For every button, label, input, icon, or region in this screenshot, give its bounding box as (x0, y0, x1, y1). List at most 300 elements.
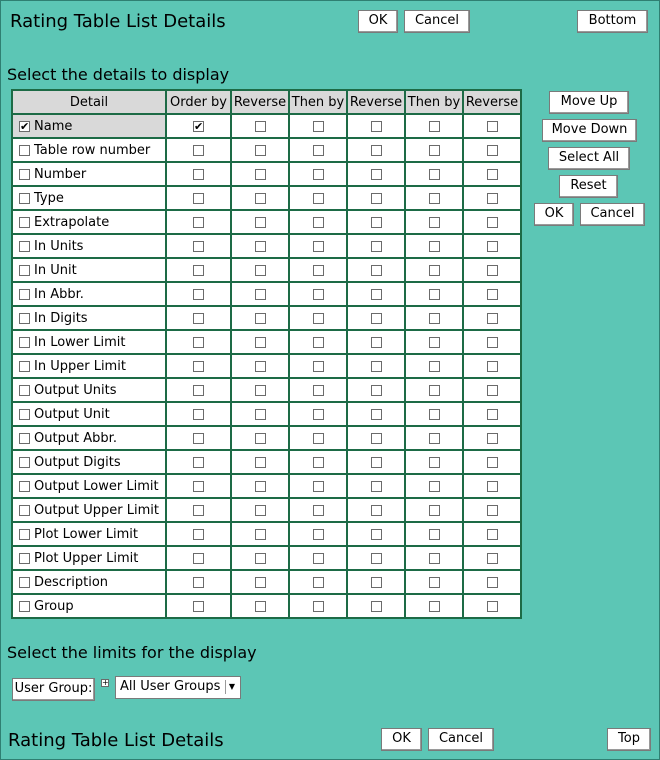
sort-cell (290, 283, 346, 305)
order-by-checkbox[interactable] (193, 265, 204, 276)
detail-label: In Lower Limit (34, 334, 126, 350)
sort-cell (167, 259, 230, 281)
sort-cell (406, 355, 462, 377)
detail-cell (13, 331, 165, 353)
then-by-1-checkbox[interactable] (313, 457, 324, 468)
reverse-3-checkbox[interactable] (487, 289, 498, 300)
detail-checkbox[interactable] (19, 121, 30, 132)
sort-cell (167, 451, 230, 473)
detail-label: Output Units (34, 382, 117, 398)
details-table (11, 89, 522, 619)
details-table-body (13, 115, 520, 617)
sort-cell (348, 211, 404, 233)
detail-checkbox[interactable] (19, 409, 30, 420)
then-by-2-checkbox[interactable] (429, 433, 440, 444)
sort-cell (464, 499, 520, 521)
sort-cell (167, 547, 230, 569)
sort-cell (290, 451, 346, 473)
sort-cell (406, 571, 462, 593)
sort-cell (406, 595, 462, 617)
reverse-2-checkbox[interactable] (371, 241, 382, 252)
sort-cell (348, 163, 404, 185)
sort-cell (290, 211, 346, 233)
detail-checkbox[interactable] (19, 529, 30, 540)
table-row (13, 283, 520, 305)
reverse-1-checkbox[interactable] (255, 289, 266, 300)
sort-cell (290, 403, 346, 425)
sort-cell (348, 451, 404, 473)
reverse-3-checkbox[interactable] (487, 529, 498, 540)
table-row (13, 211, 520, 233)
order-by-checkbox[interactable] (193, 553, 204, 564)
order-by-checkbox[interactable] (193, 217, 204, 228)
sort-cell (464, 307, 520, 329)
footer-title: Rating Table List Details (8, 730, 224, 751)
sort-cell (232, 307, 288, 329)
reverse-1-checkbox[interactable] (255, 529, 266, 540)
order-by-checkbox[interactable] (193, 145, 204, 156)
order-by-checkbox[interactable] (193, 577, 204, 588)
reverse-2-checkbox[interactable] (371, 121, 382, 132)
reverse-3-checkbox[interactable] (487, 193, 498, 204)
sort-cell (232, 235, 288, 257)
sort-cell (290, 307, 346, 329)
detail-label: Output Unit (34, 406, 110, 422)
detail-checkbox[interactable] (19, 505, 30, 516)
detail-checkbox[interactable] (19, 385, 30, 396)
reverse-1-checkbox[interactable] (255, 601, 266, 612)
detail-cell (13, 571, 165, 593)
sort-cell (464, 571, 520, 593)
then-by-2-checkbox[interactable] (429, 505, 440, 516)
sort-cell (167, 355, 230, 377)
then-by-1-checkbox[interactable] (313, 289, 324, 300)
order-by-checkbox[interactable] (193, 289, 204, 300)
sort-cell (232, 523, 288, 545)
reverse-3-checkbox[interactable] (487, 145, 498, 156)
order-by-checkbox[interactable] (193, 385, 204, 396)
then-by-1-checkbox[interactable] (313, 361, 324, 372)
sort-cell (464, 235, 520, 257)
table-row (13, 403, 520, 425)
then-by-1-checkbox[interactable] (313, 481, 324, 492)
cancel-button-side[interactable]: Cancel (580, 203, 645, 226)
reverse-3-checkbox[interactable] (487, 169, 498, 180)
sort-cell (167, 331, 230, 353)
sort-cell (167, 427, 230, 449)
reverse-3-checkbox[interactable] (487, 217, 498, 228)
detail-cell (13, 139, 165, 161)
ok-button-top[interactable]: OK (358, 10, 398, 33)
reverse-2-checkbox[interactable] (371, 337, 382, 348)
reverse-1-checkbox[interactable] (255, 409, 266, 420)
sort-cell (290, 115, 346, 137)
reverse-3-checkbox[interactable] (487, 433, 498, 444)
bottom-button[interactable]: Bottom (577, 10, 648, 33)
detail-checkbox[interactable] (19, 145, 30, 156)
reverse-3-checkbox[interactable] (487, 577, 498, 588)
sort-cell (348, 571, 404, 593)
detail-checkbox[interactable] (19, 457, 30, 468)
reverse-3-checkbox[interactable] (487, 457, 498, 468)
reverse-2-checkbox[interactable] (371, 217, 382, 228)
cancel-button-top[interactable]: Cancel (404, 10, 470, 33)
then-by-2-checkbox[interactable] (429, 313, 440, 324)
cancel-button-bottom[interactable]: Cancel (428, 728, 494, 751)
detail-cell (13, 499, 165, 521)
detail-checkbox[interactable] (19, 289, 30, 300)
sort-cell (167, 163, 230, 185)
then-by-1-checkbox[interactable] (313, 241, 324, 252)
then-by-2-checkbox[interactable] (429, 337, 440, 348)
sort-cell (290, 547, 346, 569)
reverse-1-checkbox[interactable] (255, 577, 266, 588)
reverse-1-checkbox[interactable] (255, 265, 266, 276)
then-by-1-checkbox[interactable] (313, 265, 324, 276)
detail-checkbox[interactable] (19, 265, 30, 276)
reverse-2-checkbox[interactable] (371, 553, 382, 564)
sort-cell (406, 283, 462, 305)
order-by-checkbox[interactable] (193, 313, 204, 324)
sort-cell (290, 427, 346, 449)
then-by-2-checkbox[interactable] (429, 169, 440, 180)
ok-button-side[interactable]: OK (534, 203, 574, 226)
detail-checkbox[interactable] (19, 361, 30, 372)
reverse-3-checkbox[interactable] (487, 505, 498, 516)
top-button[interactable]: Top (607, 728, 651, 751)
then-by-1-checkbox[interactable] (313, 337, 324, 348)
then-by-2-checkbox[interactable] (429, 145, 440, 156)
reverse-3-checkbox[interactable] (487, 601, 498, 612)
sort-cell (232, 259, 288, 281)
table-row (13, 139, 520, 161)
sort-cell (232, 547, 288, 569)
reverse-3-checkbox[interactable] (487, 241, 498, 252)
sort-cell (232, 427, 288, 449)
sort-cell (464, 283, 520, 305)
then-by-2-checkbox[interactable] (429, 529, 440, 540)
detail-label: Type (34, 190, 64, 206)
sort-cell (167, 139, 230, 161)
order-by-checkbox[interactable] (193, 529, 204, 540)
reverse-2-checkbox[interactable] (371, 313, 382, 324)
then-by-2-checkbox[interactable] (429, 553, 440, 564)
order-by-checkbox[interactable] (193, 433, 204, 444)
detail-checkbox[interactable] (19, 433, 30, 444)
details-heading: Select the details to display (7, 65, 230, 84)
ok-button-bottom[interactable]: OK (381, 728, 422, 751)
then-by-2-checkbox[interactable] (429, 385, 440, 396)
detail-checkbox[interactable] (19, 601, 30, 612)
detail-cell (13, 307, 165, 329)
order-by-checkbox[interactable] (193, 193, 204, 204)
reverse-2-checkbox[interactable] (371, 481, 382, 492)
sort-cell (464, 139, 520, 161)
sort-cell (406, 403, 462, 425)
order-by-checkbox[interactable] (193, 169, 204, 180)
sort-cell (167, 235, 230, 257)
sort-cell (406, 307, 462, 329)
then-by-1-checkbox[interactable] (313, 121, 324, 132)
then-by-2-checkbox[interactable] (429, 361, 440, 372)
reverse-2-checkbox[interactable] (371, 505, 382, 516)
reverse-3-checkbox[interactable] (487, 361, 498, 372)
column-header-reverse-3: Reverse (464, 91, 520, 113)
reverse-1-checkbox[interactable] (255, 145, 266, 156)
order-by-checkbox[interactable] (193, 121, 204, 132)
detail-cell (13, 547, 165, 569)
sort-cell (290, 355, 346, 377)
then-by-1-checkbox[interactable] (313, 577, 324, 588)
then-by-2-checkbox[interactable] (429, 121, 440, 132)
detail-checkbox[interactable] (19, 481, 30, 492)
then-by-2-checkbox[interactable] (429, 481, 440, 492)
column-header-reverse-1: Reverse (232, 91, 288, 113)
table-row (13, 163, 520, 185)
column-header-detail: Detail (13, 91, 165, 113)
detail-checkbox[interactable] (19, 577, 30, 588)
then-by-1-checkbox[interactable] (313, 529, 324, 540)
then-by-1-checkbox[interactable] (313, 193, 324, 204)
detail-cell (13, 427, 165, 449)
reverse-2-checkbox[interactable] (371, 169, 382, 180)
detail-checkbox[interactable] (19, 241, 30, 252)
reverse-1-checkbox[interactable] (255, 193, 266, 204)
then-by-2-checkbox[interactable] (429, 289, 440, 300)
sort-cell (406, 451, 462, 473)
user-group-button[interactable]: User Group: (12, 678, 95, 701)
reverse-1-checkbox[interactable] (255, 433, 266, 444)
sort-cell (406, 163, 462, 185)
detail-label: Output Abbr. (34, 430, 117, 446)
sort-cell (464, 595, 520, 617)
reverse-2-checkbox[interactable] (371, 601, 382, 612)
order-by-checkbox[interactable] (193, 457, 204, 468)
chevron-down-icon: ▼ (225, 680, 238, 694)
reverse-2-checkbox[interactable] (371, 577, 382, 588)
then-by-1-checkbox[interactable] (313, 313, 324, 324)
sort-cell (290, 499, 346, 521)
then-by-2-checkbox[interactable] (429, 217, 440, 228)
reverse-3-checkbox[interactable] (487, 313, 498, 324)
then-by-1-checkbox[interactable] (313, 601, 324, 612)
detail-label: Number (34, 166, 87, 182)
then-by-1-checkbox[interactable] (313, 433, 324, 444)
reverse-1-checkbox[interactable] (255, 505, 266, 516)
then-by-2-checkbox[interactable] (429, 193, 440, 204)
order-by-checkbox[interactable] (193, 601, 204, 612)
order-by-checkbox[interactable] (193, 481, 204, 492)
detail-cell (13, 163, 165, 185)
order-by-checkbox[interactable] (193, 409, 204, 420)
sort-cell (464, 163, 520, 185)
then-by-2-checkbox[interactable] (429, 409, 440, 420)
reverse-1-checkbox[interactable] (255, 457, 266, 468)
detail-cell (13, 523, 165, 545)
detail-label: In Units (34, 238, 84, 254)
reverse-2-checkbox[interactable] (371, 289, 382, 300)
sort-cell (348, 355, 404, 377)
sort-cell (232, 499, 288, 521)
sort-cell (290, 595, 346, 617)
reverse-3-checkbox[interactable] (487, 265, 498, 276)
sort-cell (464, 379, 520, 401)
sort-cell (290, 523, 346, 545)
table-row (13, 235, 520, 257)
reverse-1-checkbox[interactable] (255, 217, 266, 228)
detail-label: In Upper Limit (34, 358, 126, 374)
sort-cell (406, 235, 462, 257)
table-row (13, 307, 520, 329)
sort-cell (464, 355, 520, 377)
detail-cell (13, 379, 165, 401)
sort-cell (464, 115, 520, 137)
reverse-3-checkbox[interactable] (487, 385, 498, 396)
reverse-1-checkbox[interactable] (255, 481, 266, 492)
sort-cell (167, 499, 230, 521)
detail-checkbox[interactable] (19, 313, 30, 324)
table-row (13, 115, 520, 137)
sort-cell (290, 187, 346, 209)
table-row (13, 595, 520, 617)
sort-cell (290, 235, 346, 257)
reverse-2-checkbox[interactable] (371, 361, 382, 372)
sort-cell (167, 571, 230, 593)
sort-cell (464, 259, 520, 281)
sort-cell (464, 403, 520, 425)
order-by-checkbox[interactable] (193, 361, 204, 372)
detail-cell (13, 211, 165, 233)
detail-label: Plot Lower Limit (34, 526, 138, 542)
user-group-select[interactable] (115, 676, 241, 699)
sort-cell (348, 259, 404, 281)
sort-cell (464, 211, 520, 233)
sort-cell (167, 523, 230, 545)
then-by-2-checkbox[interactable] (429, 601, 440, 612)
reverse-1-checkbox[interactable] (255, 313, 266, 324)
then-by-2-checkbox[interactable] (429, 241, 440, 252)
sort-cell (290, 475, 346, 497)
move-up-button[interactable]: Move Up (549, 91, 629, 114)
then-by-2-checkbox[interactable] (429, 457, 440, 468)
reverse-1-checkbox[interactable] (255, 553, 266, 564)
table-row (13, 331, 520, 353)
plus-icon[interactable]: + (102, 678, 109, 687)
select-all-button[interactable]: Select All (548, 147, 630, 170)
detail-checkbox[interactable] (19, 553, 30, 564)
reverse-3-checkbox[interactable] (487, 121, 498, 132)
sort-cell (348, 115, 404, 137)
reverse-2-checkbox[interactable] (371, 457, 382, 468)
sort-cell (464, 451, 520, 473)
then-by-1-checkbox[interactable] (313, 217, 324, 228)
table-row (13, 451, 520, 473)
reverse-1-checkbox[interactable] (255, 361, 266, 372)
detail-label: Group (34, 598, 74, 614)
sort-cell (232, 211, 288, 233)
table-row (13, 571, 520, 593)
order-by-checkbox[interactable] (193, 505, 204, 516)
reverse-2-checkbox[interactable] (371, 529, 382, 540)
reverse-1-checkbox[interactable] (255, 241, 266, 252)
detail-label: In Abbr. (34, 286, 84, 302)
reverse-2-checkbox[interactable] (371, 265, 382, 276)
sort-cell (348, 475, 404, 497)
column-header-then-by-1: Then by (290, 91, 346, 113)
sort-cell (464, 187, 520, 209)
move-down-button[interactable]: Move Down (542, 119, 637, 142)
then-by-1-checkbox[interactable] (313, 505, 324, 516)
detail-label: Description (34, 574, 109, 590)
sort-cell (167, 211, 230, 233)
reverse-1-checkbox[interactable] (255, 169, 266, 180)
reverse-3-checkbox[interactable] (487, 553, 498, 564)
then-by-2-checkbox[interactable] (429, 265, 440, 276)
detail-checkbox[interactable] (19, 169, 30, 180)
sort-cell (232, 379, 288, 401)
detail-checkbox[interactable] (19, 337, 30, 348)
sort-cell (406, 139, 462, 161)
detail-cell (13, 283, 165, 305)
sort-cell (232, 451, 288, 473)
sort-cell (348, 187, 404, 209)
detail-cell (13, 595, 165, 617)
then-by-1-checkbox[interactable] (313, 385, 324, 396)
reverse-3-checkbox[interactable] (487, 409, 498, 420)
reverse-1-checkbox[interactable] (255, 385, 266, 396)
detail-cell (13, 115, 165, 137)
sort-cell (290, 139, 346, 161)
sort-cell (406, 187, 462, 209)
then-by-1-checkbox[interactable] (313, 145, 324, 156)
order-by-checkbox[interactable] (193, 241, 204, 252)
then-by-1-checkbox[interactable] (313, 553, 324, 564)
detail-label: Output Upper Limit (34, 502, 160, 518)
sort-cell (232, 187, 288, 209)
reverse-2-checkbox[interactable] (371, 385, 382, 396)
sort-cell (290, 163, 346, 185)
detail-checkbox[interactable] (19, 217, 30, 228)
sort-cell (232, 355, 288, 377)
then-by-2-checkbox[interactable] (429, 577, 440, 588)
detail-checkbox[interactable] (19, 193, 30, 204)
then-by-1-checkbox[interactable] (313, 409, 324, 420)
sort-cell (232, 571, 288, 593)
reverse-2-checkbox[interactable] (371, 409, 382, 420)
sort-cell (167, 379, 230, 401)
reverse-2-checkbox[interactable] (371, 193, 382, 204)
reset-button[interactable]: Reset (559, 175, 618, 198)
reverse-3-checkbox[interactable] (487, 481, 498, 492)
detail-label: Output Digits (34, 454, 121, 470)
reverse-2-checkbox[interactable] (371, 145, 382, 156)
column-header-reverse-2: Reverse (348, 91, 404, 113)
reverse-2-checkbox[interactable] (371, 433, 382, 444)
sort-cell (290, 571, 346, 593)
reverse-1-checkbox[interactable] (255, 337, 266, 348)
sort-cell (406, 499, 462, 521)
sort-cell (232, 283, 288, 305)
detail-cell (13, 451, 165, 473)
detail-label: In Unit (34, 262, 77, 278)
column-header-then-by-2: Then by (406, 91, 462, 113)
reverse-3-checkbox[interactable] (487, 337, 498, 348)
table-row (13, 427, 520, 449)
reverse-1-checkbox[interactable] (255, 121, 266, 132)
table-row (13, 259, 520, 281)
then-by-1-checkbox[interactable] (313, 169, 324, 180)
order-by-checkbox[interactable] (193, 337, 204, 348)
